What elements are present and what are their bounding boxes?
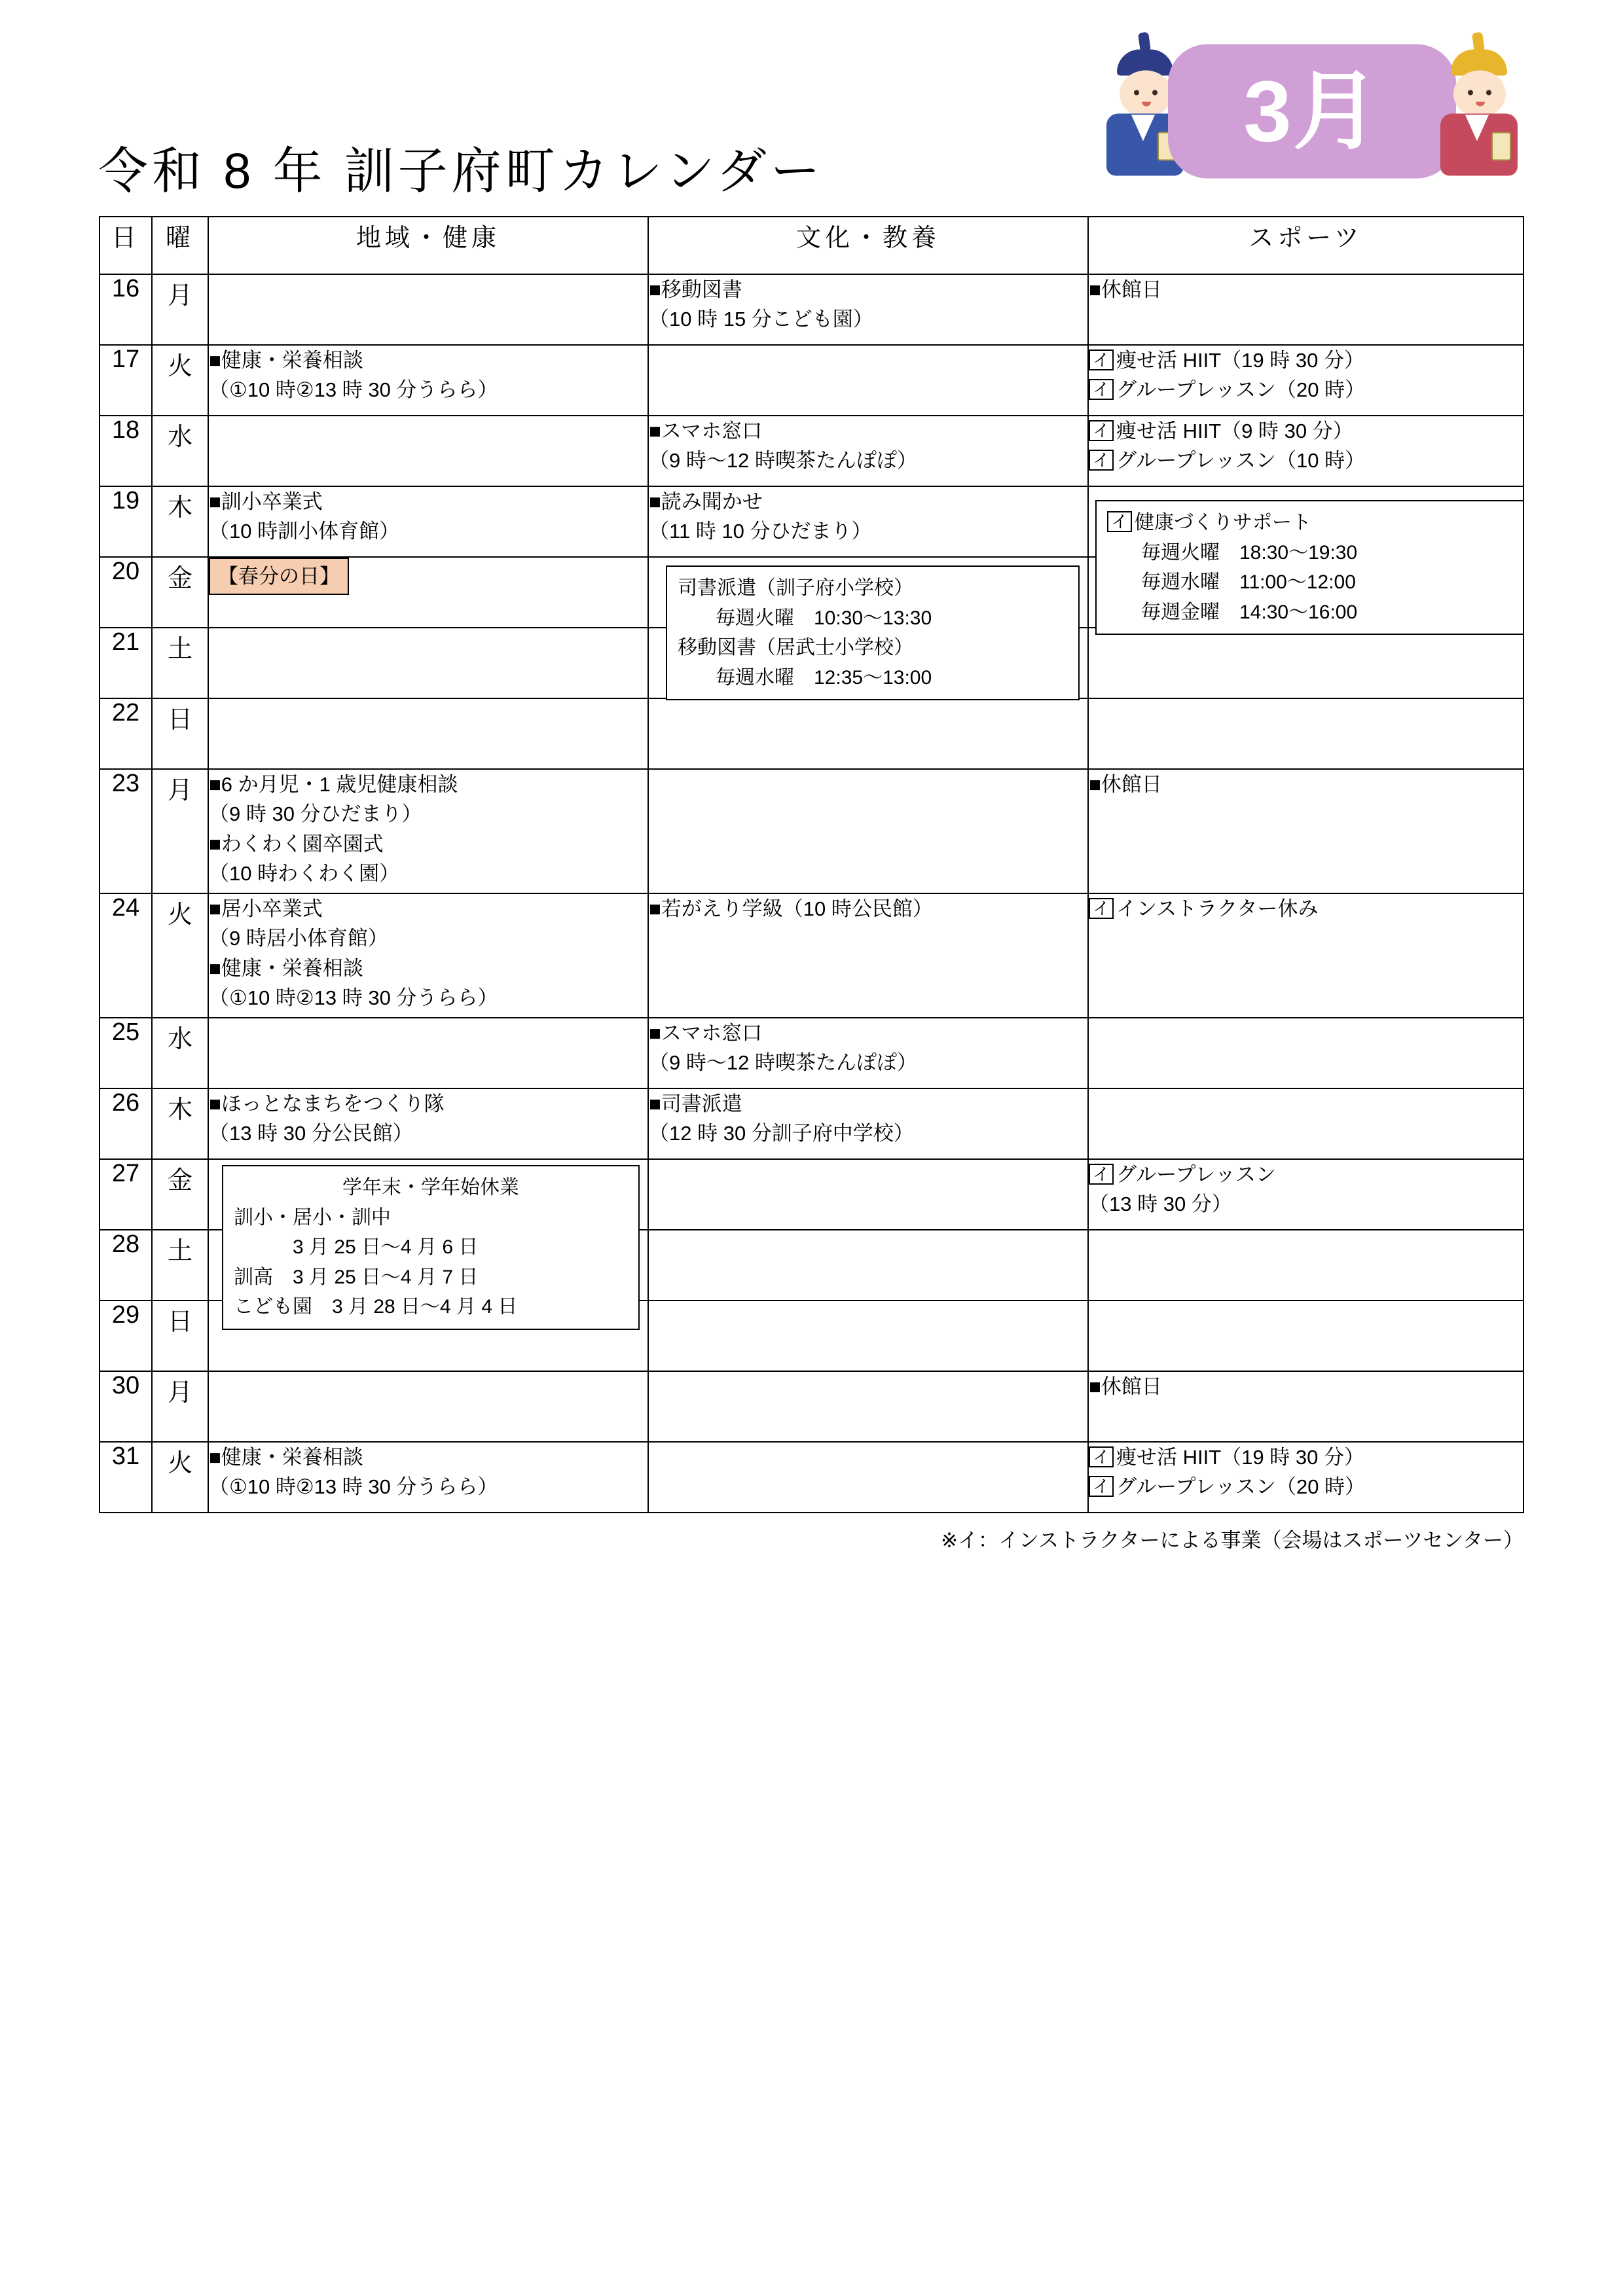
footnote: ※イ：インストラクターによる事業（会場はスポーツセンター） bbox=[941, 1529, 1523, 1552]
day-number: 31 bbox=[100, 1442, 152, 1513]
event-line: （9 時居小体育館） bbox=[209, 927, 388, 950]
cell-sports bbox=[1088, 274, 1523, 345]
event-line: ■健康・栄養相談 bbox=[209, 349, 363, 372]
day-of-week: 日 bbox=[152, 1300, 208, 1371]
table-row bbox=[100, 274, 1523, 345]
note-line: 3 月 25 日〜4 月 6 日 bbox=[293, 1236, 479, 1259]
event-line: （10 時 15 分こども園） bbox=[649, 308, 873, 331]
event-line: ■健康・栄養相談 bbox=[209, 956, 363, 980]
cell-sports bbox=[1088, 769, 1523, 893]
cell-culture bbox=[648, 1442, 1088, 1513]
event-line: イ 痩せ活 HIIT（19 時 30 分） bbox=[1089, 346, 1523, 375]
event-line: （13 時 30 分公民館） bbox=[209, 1122, 413, 1145]
cell-sports bbox=[1088, 1371, 1523, 1442]
cell-culture bbox=[648, 274, 1088, 345]
page-header bbox=[0, 0, 1623, 216]
cell-sports bbox=[1088, 1159, 1523, 1230]
event-line: （10 時訓小体育館） bbox=[209, 520, 400, 543]
cell-sports bbox=[1088, 628, 1523, 698]
day-of-week: 土 bbox=[152, 628, 208, 698]
calendar-table-wrapper bbox=[0, 216, 1623, 1513]
event-line: ■わくわく園卒園式 bbox=[209, 832, 384, 855]
note-title: イ 健康づくりサポート bbox=[1107, 508, 1512, 538]
note-title: 学年末・学年始休業 bbox=[342, 1177, 519, 1198]
school-break-note bbox=[222, 1165, 640, 1330]
event-line: （11 時 10 分ひだまり） bbox=[649, 520, 872, 543]
event-line: ■司書派遣 bbox=[649, 1092, 742, 1115]
cell-community bbox=[208, 486, 648, 557]
cell-community bbox=[208, 1442, 648, 1513]
event-line: （13 時 30 分） bbox=[1089, 1193, 1232, 1216]
day-number: 16 bbox=[100, 274, 152, 345]
event-line: ■健康・栄養相談 bbox=[209, 1446, 363, 1469]
event-line: ■スマホ窓口 bbox=[649, 1022, 763, 1045]
cell-community bbox=[208, 557, 648, 628]
event-line: ■若がえり学級（10 時公民館） bbox=[649, 897, 933, 920]
event-line: ■休館日 bbox=[1089, 773, 1162, 796]
cell-community bbox=[208, 628, 648, 698]
day-number: 22 bbox=[100, 698, 152, 769]
event-line: ■居小卒業式 bbox=[209, 897, 323, 920]
month-badge bbox=[1103, 45, 1522, 185]
event-line: （①10 時②13 時 30 分うらら） bbox=[209, 1475, 498, 1499]
cell-community bbox=[208, 1371, 648, 1442]
event-line: ■6 か月児・1 歳児健康相談 bbox=[209, 773, 458, 796]
event-line: ■スマホ窓口 bbox=[649, 420, 763, 442]
day-of-week: 金 bbox=[152, 557, 208, 628]
day-number: 24 bbox=[100, 893, 152, 1018]
cell-culture bbox=[648, 698, 1088, 769]
cell-community bbox=[208, 698, 648, 769]
event-line: イ グループレッスン（20 時） bbox=[1089, 1472, 1523, 1501]
cell-sports bbox=[1088, 1300, 1523, 1371]
day-number: 27 bbox=[100, 1159, 152, 1230]
cell-sports bbox=[1088, 416, 1523, 486]
day-of-week: 土 bbox=[152, 1230, 208, 1300]
day-of-week: 月 bbox=[152, 769, 208, 893]
event-line: ■ほっとなまちをつくり隊 bbox=[209, 1092, 445, 1115]
day-of-week: 金 bbox=[152, 1159, 208, 1230]
instructor-marker-icon: イ bbox=[1107, 511, 1132, 532]
day-number: 18 bbox=[100, 416, 152, 486]
note-line: 訓小・居小・訓中 bbox=[234, 1206, 391, 1229]
event-line: ■読み聞かせ bbox=[649, 490, 763, 513]
cell-culture bbox=[648, 1088, 1088, 1159]
cell-sports bbox=[1088, 1230, 1523, 1300]
note-line: こども園 3 月 28 日〜4 月 4 日 bbox=[234, 1296, 518, 1318]
event-line: イ 痩せ活 HIIT（9 時 30 分） bbox=[1089, 416, 1523, 446]
cell-culture bbox=[648, 1159, 1088, 1230]
cell-community bbox=[208, 893, 648, 1018]
day-number: 19 bbox=[100, 486, 152, 557]
day-of-week: 月 bbox=[152, 1371, 208, 1442]
cell-culture bbox=[648, 769, 1088, 893]
day-of-week: 火 bbox=[152, 893, 208, 1018]
table-row bbox=[100, 345, 1523, 416]
event-line: イ インストラクター休み bbox=[1089, 894, 1523, 924]
cell-sports bbox=[1088, 893, 1523, 1018]
event-line: イ グループレッスン（10 時） bbox=[1089, 446, 1523, 475]
month-badge-label: 3月 bbox=[1243, 63, 1381, 160]
col-header-culture: 文化・教養 bbox=[648, 217, 1088, 274]
holiday-badge: 【春分の日】 bbox=[209, 558, 349, 595]
table-header-row bbox=[100, 217, 1523, 274]
day-of-week: 木 bbox=[152, 486, 208, 557]
note-line: 毎週水曜 12:35〜13:00 bbox=[716, 666, 932, 689]
day-number: 30 bbox=[100, 1371, 152, 1442]
event-line: （①10 時②13 時 30 分うらら） bbox=[209, 986, 498, 1009]
event-line: （12 時 30 分訓子府中学校） bbox=[649, 1122, 914, 1145]
cell-sports bbox=[1088, 1018, 1523, 1088]
cell-culture bbox=[648, 1018, 1088, 1088]
note-line: 訓高 3 月 25 日〜4 月 7 日 bbox=[234, 1266, 479, 1288]
note-line: 毎週火曜 18:30〜19:30 bbox=[1141, 541, 1358, 564]
day-number: 28 bbox=[100, 1230, 152, 1300]
note-line: 移動図書（居武士小学校） bbox=[678, 637, 913, 659]
library-dispatch-note bbox=[666, 565, 1080, 700]
col-header-community: 地域・健康 bbox=[208, 217, 648, 274]
instructor-marker-icon: イ bbox=[1089, 379, 1114, 400]
event-line: ■休館日 bbox=[1089, 278, 1162, 301]
cell-community bbox=[208, 274, 648, 345]
cell-culture bbox=[648, 1300, 1088, 1371]
table-row bbox=[100, 893, 1523, 1018]
day-of-week: 日 bbox=[152, 698, 208, 769]
instructor-marker-icon: イ bbox=[1089, 420, 1114, 441]
day-of-week: 水 bbox=[152, 1018, 208, 1088]
day-number: 20 bbox=[100, 557, 152, 628]
event-line: イ 痩せ活 HIIT（19 時 30 分） bbox=[1089, 1443, 1523, 1472]
event-line: イ グループレッスン（20 時） bbox=[1089, 375, 1523, 404]
col-header-sports: スポーツ bbox=[1088, 217, 1523, 274]
cell-culture bbox=[648, 1230, 1088, 1300]
day-of-week: 月 bbox=[152, 274, 208, 345]
cell-community bbox=[208, 769, 648, 893]
cell-culture bbox=[648, 345, 1088, 416]
cell-community bbox=[208, 1018, 648, 1088]
day-number: 26 bbox=[100, 1088, 152, 1159]
event-line: （9 時〜12 時喫茶たんぽぽ） bbox=[649, 449, 917, 473]
event-line: ■訓小卒業式 bbox=[209, 490, 323, 513]
instructor-marker-icon: イ bbox=[1089, 350, 1114, 370]
event-line: （①10 時②13 時 30 分うらら） bbox=[209, 378, 498, 402]
event-line: ■休館日 bbox=[1089, 1375, 1162, 1398]
cell-sports bbox=[1088, 698, 1523, 769]
cell-sports bbox=[1088, 1088, 1523, 1159]
table-row bbox=[100, 698, 1523, 769]
health-support-note bbox=[1095, 500, 1524, 635]
instructor-marker-icon: イ bbox=[1089, 450, 1114, 471]
day-of-week: 水 bbox=[152, 416, 208, 486]
event-line: （9 時 30 分ひだまり） bbox=[209, 802, 422, 826]
day-number: 29 bbox=[100, 1300, 152, 1371]
event-line: イ グループレッスン bbox=[1089, 1160, 1523, 1189]
instructor-marker-icon: イ bbox=[1089, 1476, 1114, 1497]
col-header-day: 日 bbox=[100, 217, 152, 274]
event-line: （10 時わくわく園） bbox=[209, 861, 400, 885]
instructor-marker-icon: イ bbox=[1089, 1446, 1114, 1467]
day-number: 23 bbox=[100, 769, 152, 893]
note-line: 司書派遣（訓子府小学校） bbox=[678, 577, 913, 599]
page-title: 令和 8 年 訓子府町カレンダー bbox=[98, 143, 824, 200]
event-line: ■移動図書 bbox=[649, 278, 742, 301]
cell-sports bbox=[1088, 345, 1523, 416]
table-row bbox=[100, 416, 1523, 486]
cell-culture bbox=[648, 893, 1088, 1018]
hina-doll-female-icon bbox=[1436, 50, 1522, 177]
instructor-marker-icon: イ bbox=[1089, 1164, 1114, 1185]
note-line: 毎週金曜 14:30〜16:00 bbox=[1141, 601, 1358, 623]
day-of-week: 火 bbox=[152, 1442, 208, 1513]
note-line: 毎週火曜 10:30〜13:30 bbox=[716, 607, 932, 629]
table-row bbox=[100, 1088, 1523, 1159]
day-of-week: 火 bbox=[152, 345, 208, 416]
cell-sports bbox=[1088, 1442, 1523, 1513]
cell-culture bbox=[648, 416, 1088, 486]
cell-community bbox=[208, 1088, 648, 1159]
cell-community bbox=[208, 416, 648, 486]
day-number: 25 bbox=[100, 1018, 152, 1088]
event-line: （9 時〜12 時喫茶たんぽぽ） bbox=[649, 1051, 917, 1075]
table-row bbox=[100, 1371, 1523, 1442]
table-row bbox=[100, 1018, 1523, 1088]
table-row bbox=[100, 769, 1523, 893]
note-line: 毎週水曜 11:00〜12:00 bbox=[1141, 571, 1356, 594]
cell-culture bbox=[648, 486, 1088, 557]
day-number: 21 bbox=[100, 628, 152, 698]
table-row bbox=[100, 1442, 1523, 1513]
cell-culture bbox=[648, 1371, 1088, 1442]
day-number: 17 bbox=[100, 345, 152, 416]
day-of-week: 木 bbox=[152, 1088, 208, 1159]
col-header-dow: 曜 bbox=[152, 217, 208, 274]
cell-community bbox=[208, 345, 648, 416]
instructor-marker-icon: イ bbox=[1089, 898, 1114, 919]
